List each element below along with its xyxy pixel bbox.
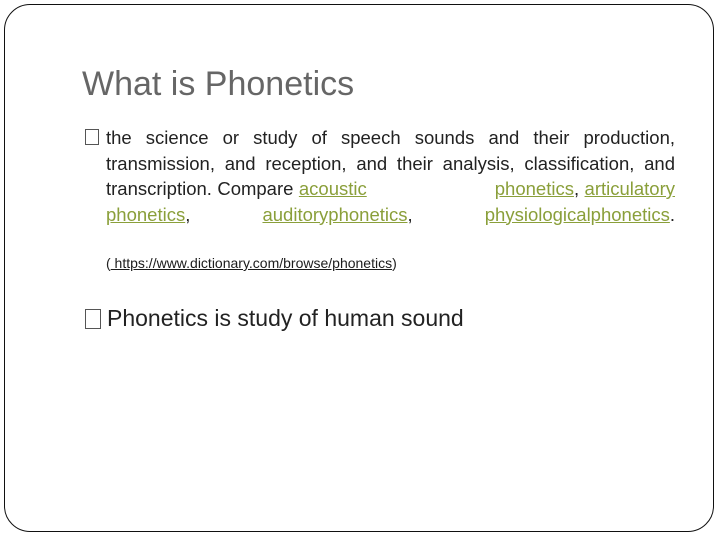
bullet-box-icon (85, 309, 101, 329)
link-articulatory-phonetics[interactable]: articulatory phonetics (106, 178, 676, 225)
source-close-paren: ) (392, 255, 397, 271)
definition-body: the science or study of speech sounds and their production, transmission, and reception, and their analysis, classification, and transcription. Compare (106, 127, 675, 199)
source-citation (106, 255, 397, 271)
link-physiological-phonetics[interactable]: physiologicalphonetics (484, 203, 670, 225)
link-auditory-phonetics[interactable]: auditoryphonetics (262, 203, 408, 225)
slide-frame (4, 4, 714, 532)
source-link[interactable]: https://www.dictionary.com/browse/phonetics (110, 255, 393, 271)
definition-text (106, 125, 675, 227)
definition-end: . (669, 203, 676, 225)
summary-text: Phonetics is study of human sound (107, 305, 464, 331)
bullet-summary (85, 305, 464, 332)
separator-3: , (407, 203, 485, 225)
separator-2: , (185, 203, 263, 225)
link-phonetics[interactable]: phonetics (494, 178, 574, 199)
bullet-definition (85, 125, 675, 227)
separator-1: , (573, 178, 585, 199)
link-acoustic[interactable]: acoustic (298, 178, 367, 199)
source-open-paren: ( (106, 255, 111, 271)
slide-title: What is Phonetics (82, 65, 355, 103)
bullet-box-icon (85, 129, 99, 145)
